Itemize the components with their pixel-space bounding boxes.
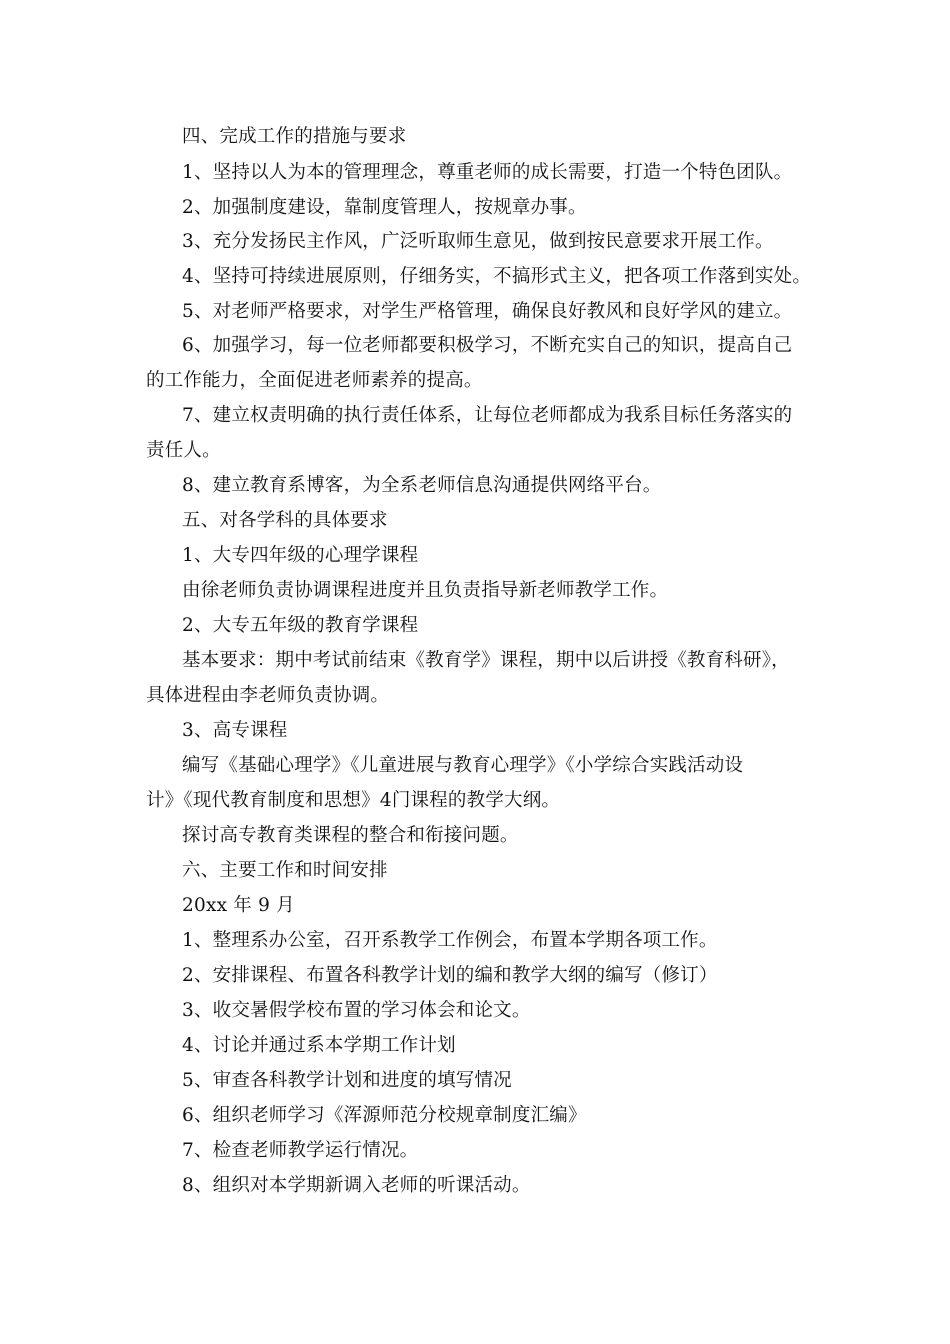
section-heading-5: 五、对各学科的具体要求 xyxy=(182,510,388,531)
list-item: 5、审查各科教学计划和进度的填写情况 xyxy=(182,1070,512,1091)
list-item: 1、整理系办公室，召开系教学工作例会，布置本学期各项工作。 xyxy=(182,930,718,951)
list-item: 3、收交暑假学校布置的学习体会和论文。 xyxy=(182,1000,531,1021)
paragraph-line: 3、充分发扬民主作风，广泛听取师生意见，做到按民意要求开展工作。 xyxy=(182,231,774,252)
paragraph-line: 6、加强学习，每一位老师都要积极学习，不断充实自己的知识，提高自己 xyxy=(182,335,793,356)
list-item: 6、组织老师学习《浑源师范分校规章制度汇编》 xyxy=(182,1105,587,1126)
date-heading: 20xx 年 9 月 xyxy=(182,895,295,916)
section-heading-6: 六、主要工作和时间安排 xyxy=(182,860,388,881)
paragraph-line: 1、坚持以人为本的管理理念，尊重老师的成长需要，打造一个特色团队。 xyxy=(182,162,793,183)
paragraph-line: 探讨高专教育类课程的整合和衔接问题。 xyxy=(182,825,519,846)
paragraph-line: 5、对老师严格要求，对学生严格管理，确保良好教风和良好学风的建立。 xyxy=(182,301,793,322)
subheading: 1、大专四年级的心理学课程 xyxy=(182,545,419,566)
list-item: 4、讨论并通过系本学期工作计划 xyxy=(182,1035,456,1056)
paragraph-line: 2、加强制度建设，靠制度管理人，按规章办事。 xyxy=(182,197,587,218)
list-item: 7、检查老师教学运行情况。 xyxy=(182,1140,419,1161)
paragraph-line: 编写《基础心理学》《儿童进展与教育心理学》《小学综合实践活动设 xyxy=(182,755,744,776)
list-item: 2、安排课程、布置各科教学计划的编和教学大纲的编写（修订） xyxy=(182,965,718,986)
paragraph-line: 的工作能力，全面促进老师素养的提高。 xyxy=(146,370,483,391)
subheading: 3、高专课程 xyxy=(182,720,288,741)
paragraph-line: 计》《现代教育制度和思想》4门课程的教学大纲。 xyxy=(146,790,561,811)
section-heading-4: 四、完成工作的措施与要求 xyxy=(182,126,407,147)
list-item: 8、组织对本学期新调入老师的听课活动。 xyxy=(182,1175,531,1196)
paragraph-line: 由徐老师负责协调课程进度并且负责指导新老师教学工作。 xyxy=(182,580,669,601)
paragraph-line: 具体进程由李老师负责协调。 xyxy=(146,685,390,706)
paragraph-line: 8、建立教育系博客，为全系老师信息沟通提供网络平台。 xyxy=(182,475,662,496)
paragraph-line: 7、建立权责明确的执行责任体系，让每位老师都成为我系目标任务落实的 xyxy=(182,405,793,426)
subheading: 2、大专五年级的教育学课程 xyxy=(182,615,419,636)
paragraph-line: 责任人。 xyxy=(146,440,221,461)
paragraph-line: 4、坚持可持续进展原则，仔细务实，不搞形式主义，把各项工作落到实处。 xyxy=(182,266,812,287)
paragraph-line: 基本要求：期中考试前结束《教育学》课程，期中以后讲授《教育科研》， xyxy=(182,650,790,671)
